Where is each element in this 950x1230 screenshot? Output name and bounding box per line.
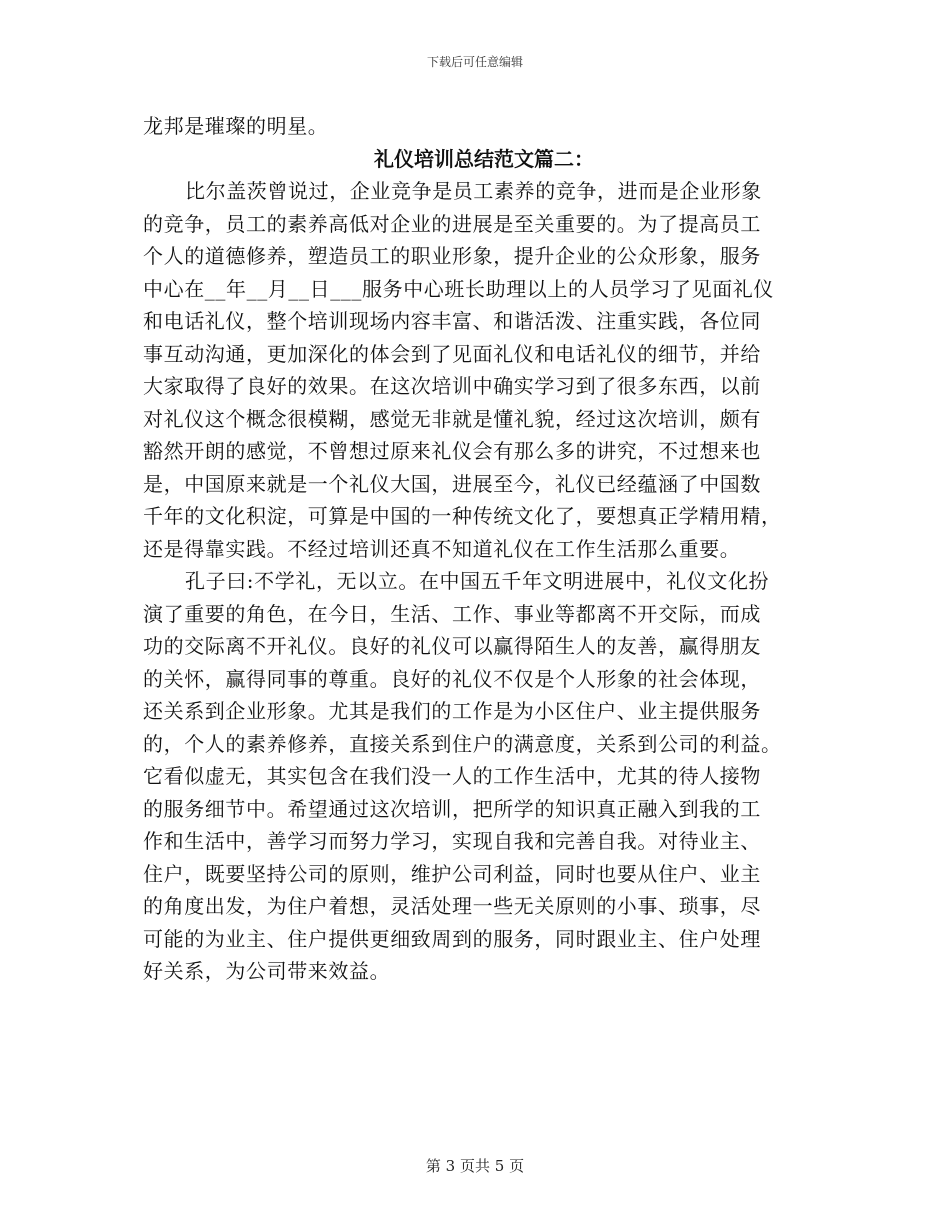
text-line: 还关系到企业形象。尤其是我们的工作是为小区住户、业主提供服务 xyxy=(143,699,761,723)
text-line: 中心在__年__月__日___服务中心班长助理以上的人员学习了见面礼仪 xyxy=(143,276,774,301)
text-line: 还是得靠实践。不经过培训还真不知道礼仪在工作生活那么重要。 xyxy=(143,536,741,561)
text-line: 的，个人的素养修养，直接关系到住户的满意度，关系到公司的利益。 xyxy=(143,731,782,756)
text-line: 功的交际离不开礼仪。良好的礼仪可以赢得陌生人的友善，赢得朋友 xyxy=(143,634,761,658)
text-line: 豁然开朗的感觉，不曾想过原来礼仪会有那么多的讲究，不过想来也 xyxy=(143,439,761,463)
text-line: 的角度出发，为住户着想，灵活处理一些无关原则的小事、琐事，尽 xyxy=(143,894,761,918)
text-line: 个人的道德修养，塑造员工的职业形象，提升企业的公众形象，服务 xyxy=(143,244,761,268)
paragraph-1 xyxy=(143,175,811,565)
text-line: 是，中国原来就是一个礼仪大国，进展至今，礼仪已经蕴涵了中国数 xyxy=(143,471,761,496)
text-line: 龙邦是璀璨的明星。 xyxy=(143,114,329,138)
text-line: 的服务细节中。希望通过这次培训，把所学的知识真正融入到我的工 xyxy=(143,796,761,821)
text-line: 对礼仪这个概念很模糊，感觉无非就是懂礼貌，经过这次培训，颇有 xyxy=(143,406,761,431)
section-heading: 礼仪培训总结范文篇二： xyxy=(374,146,594,171)
text-line: 的关怀，赢得同事的尊重。良好的礼仪不仅是个人形象的社会体现， xyxy=(143,666,761,691)
paragraph-2 xyxy=(143,565,811,988)
text-line: 千年的文化积淀，可算是中国的一种传统文化了，要想真正学精用精， xyxy=(143,504,782,528)
text-line: 可能的为业主、住户提供更细致周到的服务，同时跟业主、住户处理 xyxy=(143,926,761,951)
text-line: 作和生活中，善学习而努力学习，实现自我和完善自我。对待业主、 xyxy=(143,829,761,853)
document-body xyxy=(143,110,811,988)
text-line: 事互动沟通，更加深化的体会到了见面礼仪和电话礼仪的细节，并给 xyxy=(143,341,761,366)
text-line: 它看似虚无，其实包含在我们没一人的工作生活中，尤其的待人接物 xyxy=(143,764,761,788)
text-line: 和电话礼仪，整个培训现场内容丰富、和谐活泼、注重实践，各位同 xyxy=(143,309,761,333)
page-footer: 第 3 页共 5 页 xyxy=(425,1157,525,1175)
text-line: 的竞争，员工的素养高低对企业的进展是至关重要的。为了提高员工 xyxy=(143,211,761,236)
text-line: 演了重要的角色，在今日，生活、工作、事业等都离不开交际，而成 xyxy=(143,601,761,626)
text-line: 大家取得了良好的效果。在这次培训中确实学习到了很多东西，以前 xyxy=(143,374,761,398)
text-line: 比尔盖茨曾说过，企业竞争是员工素养的竞争，进而是企业形象 xyxy=(185,179,762,203)
text-line: 住户，既要坚持公司的原则，维护公司利益，同时也要从住户、业主 xyxy=(143,861,761,886)
page-header: 下载后可任意编辑 xyxy=(426,55,523,69)
text-line: 孔子曰:不学礼，无以立。在中国五千年文明进展中，礼仪文化扮 xyxy=(185,569,770,593)
text-line: 好关系，为公司带来效益。 xyxy=(143,959,391,983)
